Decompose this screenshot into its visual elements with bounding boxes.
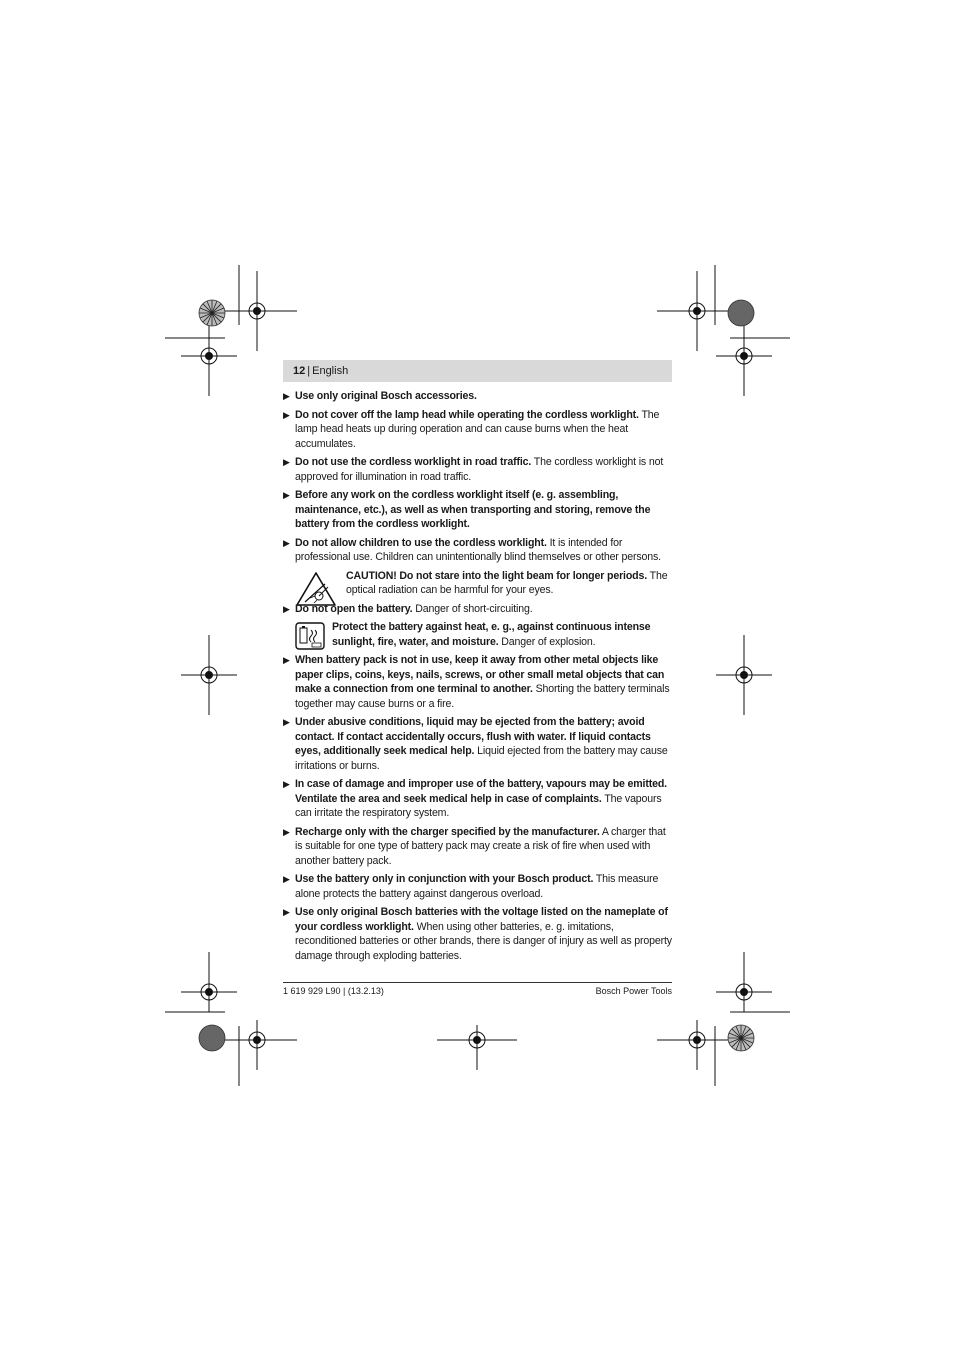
list-item: [283, 536, 673, 565]
item-body-text: The lamp head heats up during operation and can cause burns when the heat accumulates.: [295, 408, 660, 450]
item-text: [295, 715, 673, 773]
bullet-arrow-icon: ▶: [283, 907, 290, 917]
item-body-text: The optical radiation can be harmful for your eyes.: [346, 569, 668, 596]
item-text: [295, 488, 673, 532]
item-text: [295, 536, 673, 565]
item-bold-text: Use the battery only in conjunction with your Bosch product.: [295, 873, 594, 885]
list-item: [283, 905, 673, 963]
bullet-arrow-icon: ▶: [283, 826, 290, 837]
list-item: [283, 825, 673, 869]
page-number: 12: [293, 365, 306, 377]
item-bold-text: Before any work on the cordless worklight itself (e. g. assembling, maintenance, etc.), as well as when transporting and storing, remove the battery from the cordless worklight.: [295, 489, 651, 530]
bullet-arrow-icon: ▶: [283, 717, 290, 727]
item-body-text: Shorting the battery terminals together may cause burns or a fire.: [295, 683, 670, 710]
list-item: [283, 455, 673, 484]
item-bold-text: Use only original Bosch batteries with the voltage listed on the nameplate of your cordless worklight.: [295, 906, 668, 933]
bullet-arrow-icon: ▶: [283, 603, 290, 614]
item-text: [295, 905, 673, 963]
item-bold-text: In case of damage and improper use of the battery, vapours may be emitted. Ventilate the area and seek medical help in case of complaints.: [295, 778, 667, 805]
bullet-arrow-icon: ▶: [283, 779, 290, 789]
warning-notice: [283, 620, 673, 649]
list-item: [283, 602, 673, 617]
list-item: [283, 715, 673, 773]
bullet-arrow-icon: ▶: [283, 655, 290, 665]
item-bold-text: Protect the battery against heat, e. g., against continuous intense sunlight, fire, water, and moisture.: [332, 621, 651, 648]
item-bold-text: Under abusive conditions, liquid may be ejected from the battery; avoid contact. If contact accidentally occurs, flush with water. If liquid contacts eyes, additionally seek medical help.: [295, 716, 651, 757]
section-title: English: [312, 365, 349, 377]
item-text: [283, 620, 673, 649]
footer-document-number: 1 619 929 L90 | (13.2.13): [283, 986, 384, 996]
bullet-arrow-icon: ▶: [283, 391, 290, 401]
item-text: [295, 455, 673, 484]
battery-heat-icon: [295, 622, 325, 655]
item-body-text: It is intended for professional use. Children can unintentionally blind themselves or other persons.: [295, 536, 661, 563]
bullet-arrow-icon: ▶: [283, 874, 290, 884]
footer-brand: Bosch Power Tools: [595, 986, 672, 996]
bullet-arrow-icon: ▶: [283, 537, 290, 548]
item-bold-text: Recharge only with the charger specified by the manufacturer.: [295, 825, 600, 838]
item-text: [295, 777, 673, 821]
list-item: [283, 488, 673, 532]
page-header: [293, 364, 348, 378]
list-item: [283, 872, 673, 901]
item-bold-text: Do not allow children to use the cordless worklight.: [295, 536, 547, 549]
item-bold-text: Do not cover off the lamp head while operating the cordless worklight.: [295, 408, 639, 421]
list-item: [283, 389, 673, 404]
bullet-arrow-icon: ▶: [283, 490, 290, 500]
bullet-arrow-icon: ▶: [283, 409, 290, 420]
item-body-text: Liquid ejected from the battery may cause irritations or burns.: [295, 745, 668, 772]
item-body-text: The vapours can irritate the respiratory system.: [295, 792, 662, 819]
header-separator: |: [307, 365, 311, 377]
item-text: [295, 602, 673, 617]
item-text: [295, 825, 673, 869]
list-item: [283, 408, 673, 452]
list-item: [283, 777, 673, 821]
item-body-text: This measure alone protects the battery against dangerous overload.: [295, 873, 659, 900]
item-body-text: Danger of explosion.: [498, 635, 596, 648]
item-text: [295, 872, 673, 901]
item-text: [295, 389, 673, 404]
warning-notice: [283, 569, 673, 598]
bullet-arrow-icon: ▶: [283, 457, 290, 467]
footer-rule: [283, 982, 672, 983]
item-body-text: A charger that is suitable for one type of battery pack may create a risk of fire when used with another battery pack.: [295, 825, 666, 867]
item-body-text: Danger of short-circuiting.: [412, 602, 533, 615]
item-bold-text: Do not use the cordless worklight in road traffic.: [295, 456, 532, 468]
item-body-text: The cordless worklight is not approved for illumination in road traffic.: [295, 456, 664, 483]
item-bold-text: When battery pack is not in use, keep it away from other metal objects like paper clips, coins, keys, nails, screws, or other small metal objects that can make a connection from one terminal to another.: [295, 654, 665, 695]
item-text: [295, 408, 673, 452]
item-text: [295, 653, 673, 711]
safety-instructions: [283, 389, 673, 967]
item-bold-text: CAUTION! Do not stare into the light beam for longer periods.: [346, 569, 648, 582]
item-bold-text: Use only original Bosch accessories.: [295, 390, 477, 402]
item-text: [283, 569, 673, 598]
item-bold-text: Do not open the battery.: [295, 602, 413, 615]
list-item: [283, 653, 673, 711]
item-body-text: When using other batteries, e. g. imitations, reconditioned batteries or other brands, there is danger of injury as well as property damage through exploding batteries.: [295, 920, 672, 962]
